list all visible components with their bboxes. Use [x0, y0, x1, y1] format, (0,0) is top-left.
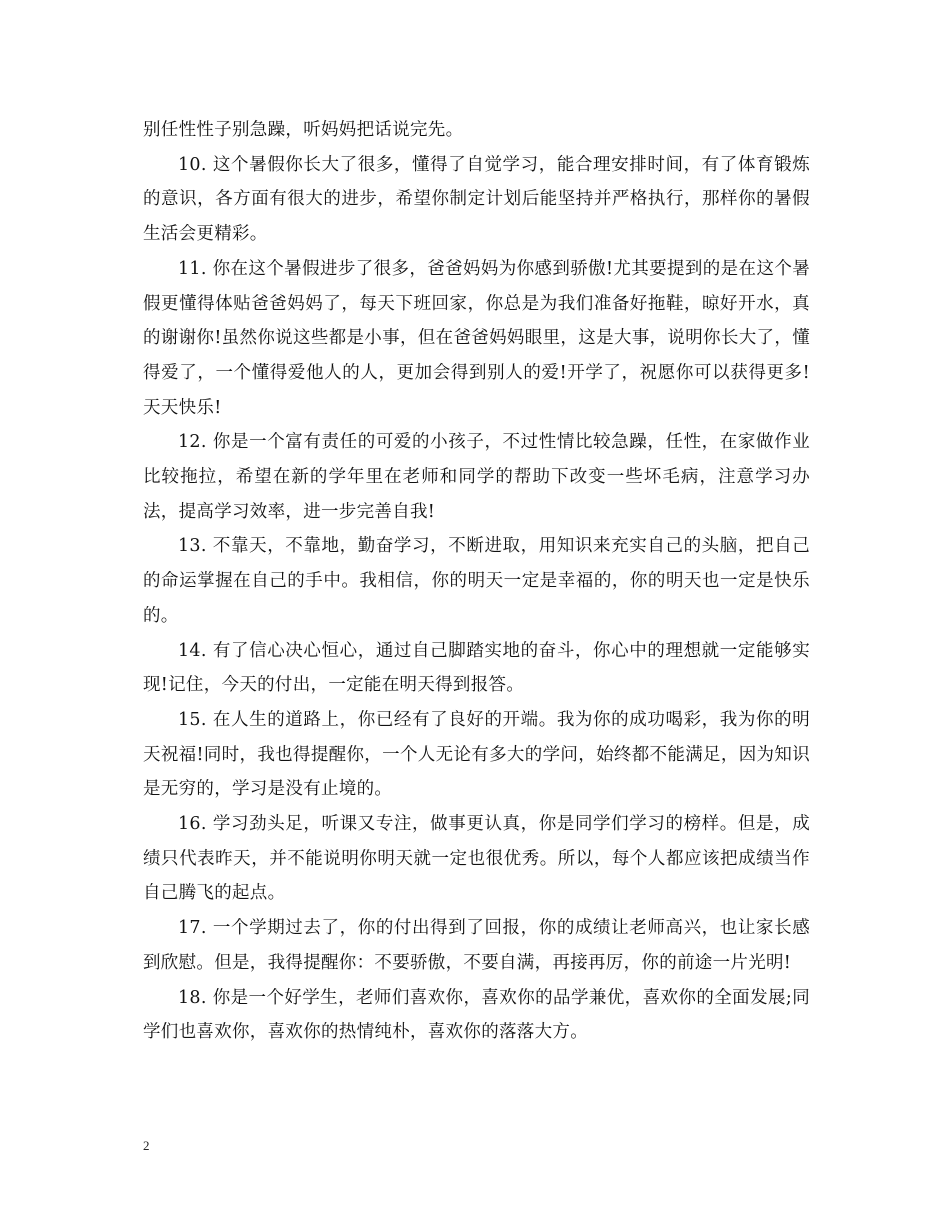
paragraph-18: 18. 你是一个好学生，老师们喜欢你，喜欢你的品学兼优，喜欢你的全面发展;同学们也喜欢你，喜欢你的热情纯朴，喜欢你的落落大方。 — [143, 987, 810, 1043]
document-body — [143, 113, 810, 1050]
paragraph-continued: 别任性性子别急躁，听妈妈把话说完先。 — [143, 120, 464, 140]
paragraph-14: 14. 有了信心决心恒心，通过自己脚踏实地的奋斗，你心中的理想就一定能够实现!记住，今天的付出，一定能在明天得到报答。 — [143, 640, 810, 696]
paragraph-12: 12. 你是一个富有责任的可爱的小孩子，不过性情比较急躁，任性，在家做作业比较拖拉，希望在新的学年里在老师和同学的帮助下改变一些坏毛病，注意学习办法，提高学习效率，进一步完善自我! — [143, 432, 810, 522]
paragraph-17: 17. 一个学期过去了，你的付出得到了回报，你的成绩让老师高兴，也让家长感到欣慰。但是，我得提醒你：不要骄傲，不要自满，再接再厉，你的前途一片光明! — [143, 918, 810, 973]
paragraph-16: 16. 学习劲头足，听课又专注，做事更认真，你是同学们学习的榜样。但是，成绩只代表昨天，并不能说明你明天就一定也很优秀。所以，每个人都应该把成绩当作自己腾飞的起点。 — [143, 814, 810, 904]
page-number: 2 — [143, 1138, 150, 1153]
paragraph-11: 11. 你在这个暑假进步了很多，爸爸妈妈为你感到骄傲!尤其要提到的是在这个暑假更懂得体贴爸爸妈妈了，每天下班回家，你总是为我们准备好拖鞋，晾好开水，真的谢谢你!虽然你说这些都是小事，但在爸爸妈妈眼里，这是大事，说明你长大了，懂得爱了，一个懂得爱他人的人，更加会得到别人的爱!开学了，祝愿你可以获得更多!天天快乐! — [143, 258, 810, 418]
paragraph-15: 15. 在人生的道路上，你已经有了良好的开端。我为你的成功喝彩，我为你的明天祝福!同时，我也得提醒你，一个人无论有多大的学问，始终都不能满足，因为知识是无穷的，学习是没有止境的。 — [143, 709, 810, 800]
paragraph-13: 13. 不靠天，不靠地，勤奋学习，不断进取，用知识来充实自己的头脑，把自己的命运掌握在自己的手中。我相信，你的明天一定是幸福的，你的明天也一定是快乐的。 — [143, 536, 810, 626]
paragraph-10: 10. 这个暑假你长大了很多，懂得了自觉学习，能合理安排时间，有了体育锻炼的意识，各方面有很大的进步，希望你制定计划后能坚持并严格执行，那样你的暑假生活会更精彩。 — [143, 154, 810, 245]
